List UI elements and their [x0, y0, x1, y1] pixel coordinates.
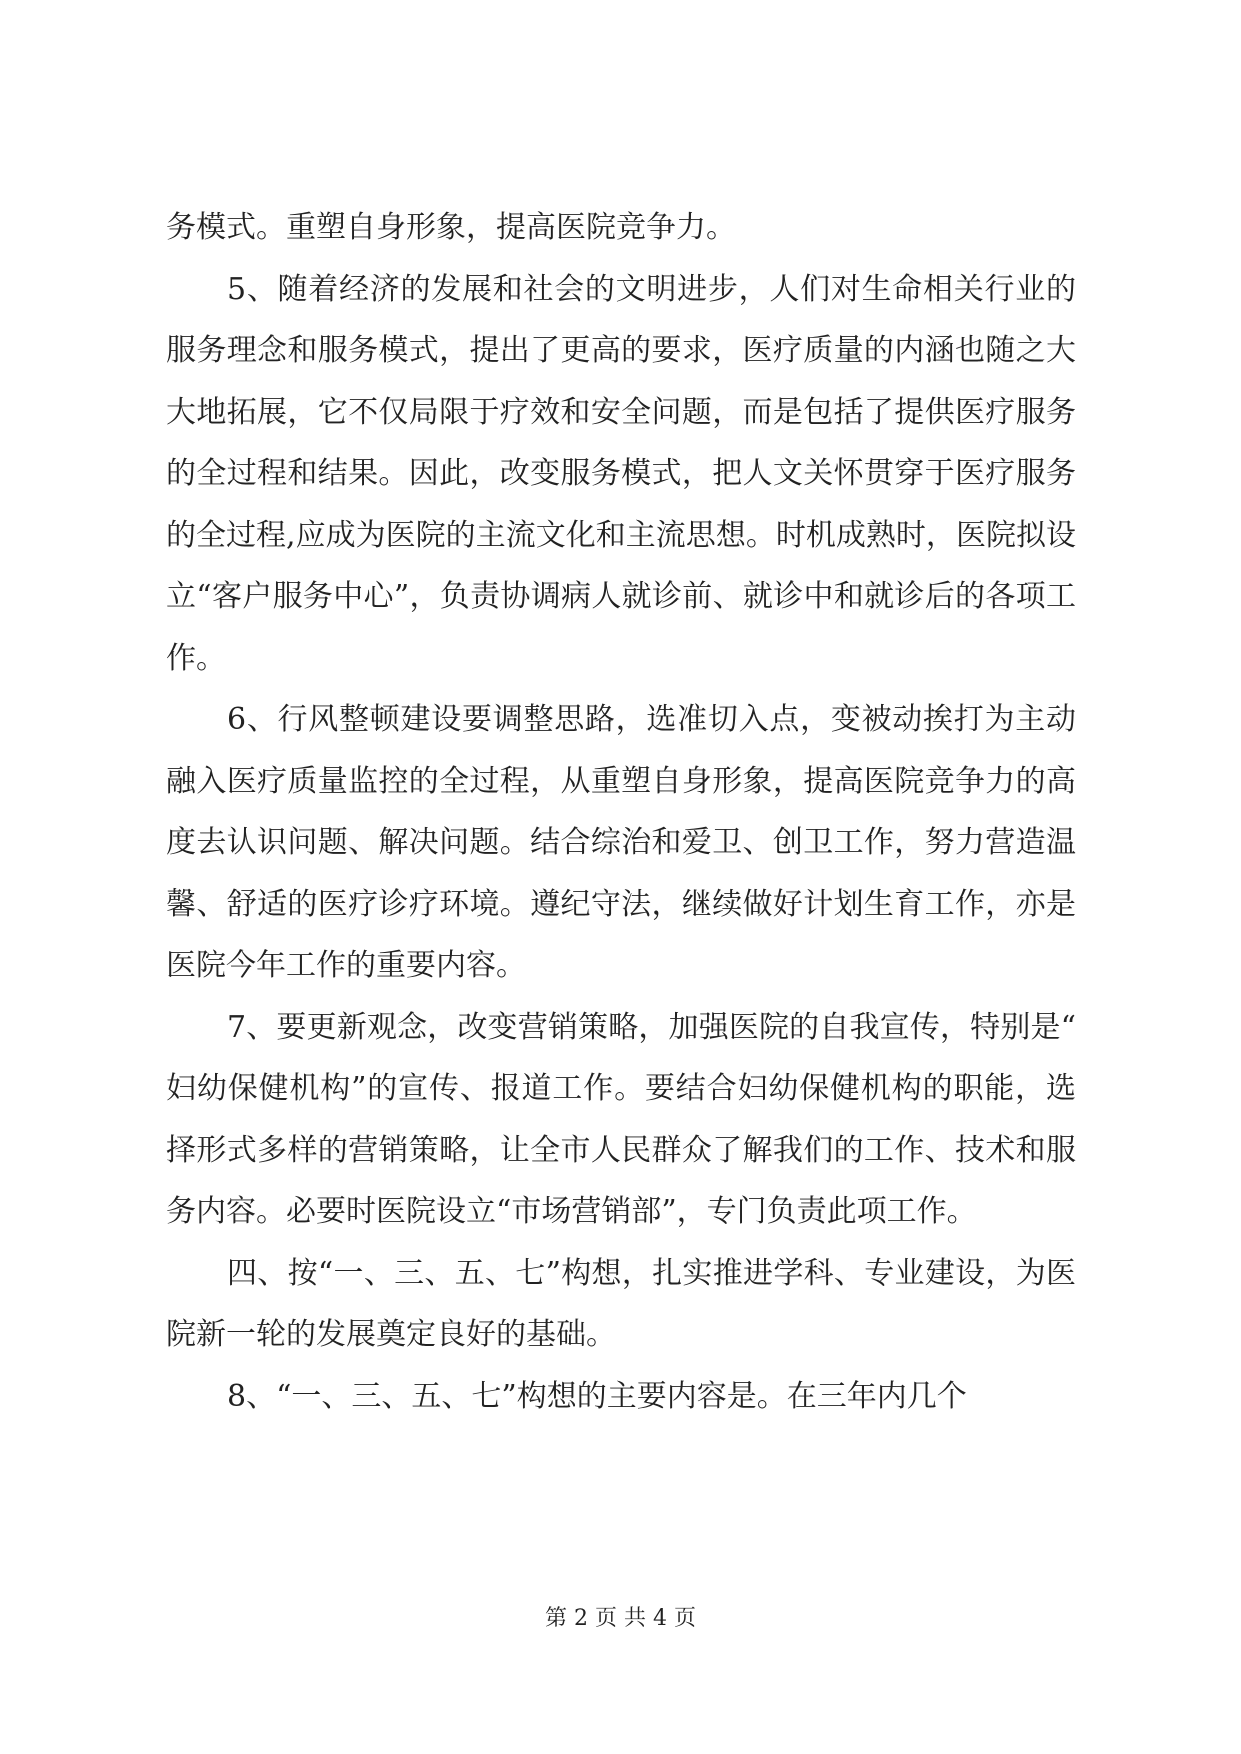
paragraph-item-8: 8、“一、三、五、七”构想的主要内容是。在三年内几个	[227, 1378, 967, 1414]
paragraph-item-5: 5、随着经济的发展和社会的文明进步，人们对生命相关行业的服务理念和服务模式，提出了更高的要求，医疗质量的内涵也随之大大地拓展，它不仅局限于疗效和安全问题，而是包括了提供医疗服务的全过程和结果。因此，改变服务模式，把人文关怀贯穿于医疗服务的全过程,应成为医院的主流文化和主流思想。时机成熟时，医院拟设立“客户服务中心”，负责协调病人就诊前、就诊中和就诊后的各项工作。	[166, 271, 1076, 676]
paragraph-continuation: 务模式。重塑自身形象，提高医院竞争力。	[166, 210, 736, 245]
paragraph-item-7: 7、要更新观念，改变营销策略，加强医院的自我宣传，特别是“妇幼保健机构”的宣传、报道工作。要结合妇幼保健机构的职能，选择形式多样的营销策略，让全市人民群众了解我们的工作、技术和服务内容。必要时医院设立“市场营销部”，专门负责此项工作。	[166, 1009, 1076, 1229]
page-footer: 第 2 页 共 4 页	[545, 1606, 696, 1631]
paragraph-item-6: 6、行风整顿建设要调整思路，选准切入点，变被动挨打为主动融入医疗质量监控的全过程，从重塑自身形象，提高医院竞争力的高度去认识问题、解决问题。结合综治和爱卫、创卫工作，努力营造温馨、舒适的医疗诊疗环境。遵纪守法，继续做好计划生育工作，亦是医院今年工作的重要内容。	[166, 702, 1076, 983]
section-heading-four: 四、按“一、三、五、七”构想，扎实推进学科、专业建设，为医院新一轮的发展奠定良好的基础。	[166, 1255, 1076, 1352]
document-body	[166, 197, 1076, 1427]
